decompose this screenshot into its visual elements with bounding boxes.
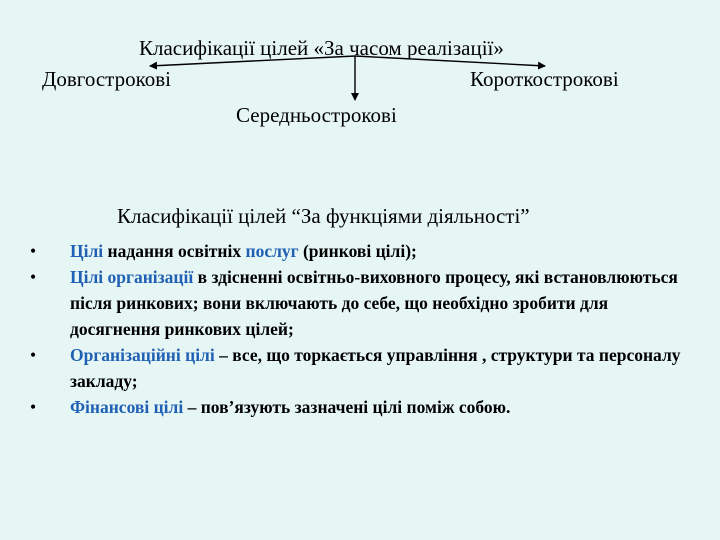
item-keyword: Цілі xyxy=(70,241,104,261)
function-classification-title: Класифікації цілей “За функціями діяльності” xyxy=(117,204,530,228)
bullet-icon: • xyxy=(30,267,37,287)
item-text: надання освітніх xyxy=(103,241,246,261)
bullet-icon: • xyxy=(30,345,37,365)
item-keyword: послуг xyxy=(245,241,299,261)
bullet-icon: • xyxy=(30,397,37,417)
short-term-node: Короткострокові xyxy=(470,67,619,91)
item-keyword: Цілі організації xyxy=(70,267,194,287)
item-text: (ринкові цілі); xyxy=(298,241,417,261)
list-item-market-goals xyxy=(30,238,690,264)
item-keyword: Організаційні цілі xyxy=(70,345,215,365)
item-text: – все, що торкається управління , структури та персоналу закладу; xyxy=(70,345,681,391)
list-item-organizational-goals xyxy=(30,342,690,394)
mid-term-node: Середньострокові xyxy=(236,103,397,127)
long-term-node: Довгострокові xyxy=(42,67,171,91)
list-item-organization-goals xyxy=(30,264,690,342)
item-text: – пов’язують зазначені цілі поміж собою. xyxy=(183,397,511,417)
list-item-financial-goals xyxy=(30,394,690,420)
arrow-to-long-term xyxy=(150,56,355,66)
time-classification-title: Класифікації цілей «За часом реалізації» xyxy=(139,36,504,60)
bullet-icon: • xyxy=(30,241,37,261)
item-text: в здісненні освітньо-виховного процесу, які встановлюються після ринкових; вони включають до себе, що необхідно зробити для досягнення ринкових цілей; xyxy=(70,267,678,339)
item-keyword: Фінансові цілі xyxy=(70,397,184,417)
arrow-to-short-term xyxy=(355,56,545,66)
function-goals-list xyxy=(30,238,690,420)
